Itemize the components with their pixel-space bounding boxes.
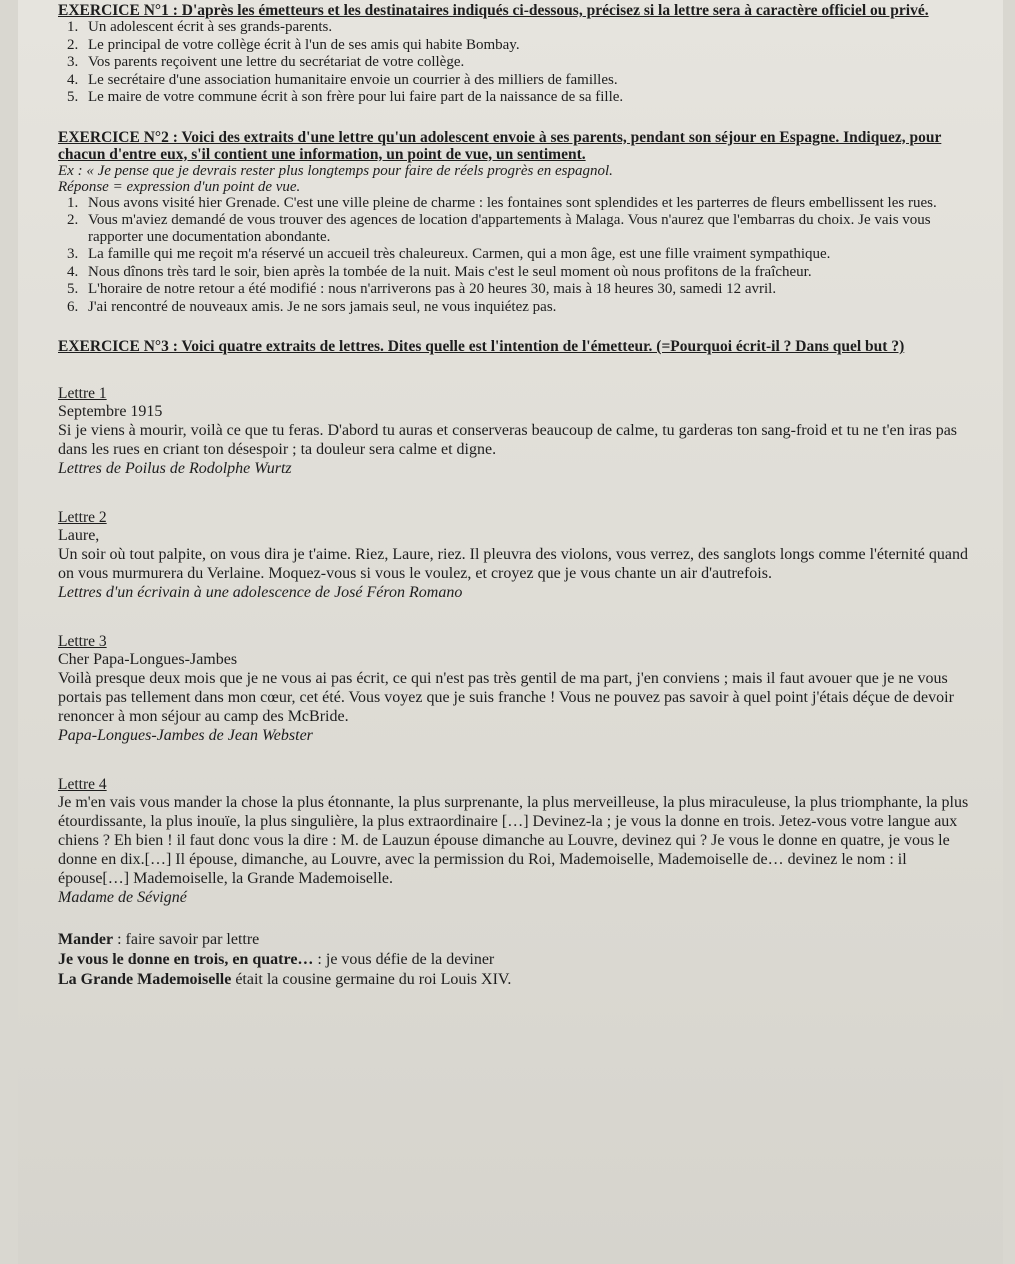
letter-body: Un soir où tout palpite, on vous dira je t'aime. Riez, Laure, riez. Il pleuvra des violons, vous verrez, des sanglots longs comme l'éternité quand on vous murmurera du Verlaine. Moquez-vous si vous le voulez, et croyez que je vous chante un air d'autrefois. [58,546,968,582]
letter-4 [58,776,973,908]
letter-title: Lettre 4 [58,776,107,793]
letter-signature: Lettres d'un écrivain à une adolescence de José Féron Romano [58,584,463,601]
letter-3 [58,633,973,746]
exercise-3-heading: EXERCICE N°3 : Voici quatre extraits de lettres. Dites quelle est l'intention de l'émetteur. (=Pourquoi écrit-il ? Dans quel but ?) [58,338,905,355]
list-item: 5. Le maire de votre commune écrit à son frère pour lui faire part de la naissance de sa fille. [82,89,973,106]
letter-title: Lettre 3 [58,633,107,650]
exercise-2-heading: EXERCICE N°2 : Voici des extraits d'une lettre qu'un adolescent envoie à ses parents, pendant son séjour en Espagne. Indiquez, pour chacun d'entre eux, s'il contient une information, un point de vue, un sentiment. [58,128,942,163]
exercise-2-list [58,195,973,316]
list-item: 5. L'horaire de notre retour a été modifié : nous n'arriverons pas à 20 heures 30, mais à 18 heures 30, samedi 12 avril. [82,281,973,298]
letter-title: Lettre 1 [58,385,107,402]
list-item: 3. La famille qui me reçoit m'a réservé un accueil très chaleureux. Carmen, qui a mon âge, est une fille vraiment sympathique. [82,246,973,263]
letter-greeting: Laure, [58,527,100,544]
glossary-definition: : faire savoir par lettre [113,931,260,948]
letter-body: Si je viens à mourir, voilà ce que tu feras. D'abord tu auras et conserveras beaucoup de calme, tu garderas ton sang-froid et tu ne t'en iras pas dans les rues en criant ton désespoir ; ta douleur sera calme et digne. [58,422,958,458]
letter-title: Lettre 2 [58,509,107,526]
glossary-term: Je vous le donne en trois, en quatre… [58,951,314,968]
list-item: 1. Un adolescent écrit à ses grands-parents. [82,19,973,36]
worksheet-page [18,0,1003,1264]
glossary-entry [58,930,973,950]
list-item: 2. Le principal de votre collège écrit à l'un de ses amis qui habite Bombay. [82,37,973,54]
letter-2 [58,509,973,603]
list-item: 3. Vos parents reçoivent une lettre du secrétariat de votre collège. [82,54,973,71]
letter-body: Je m'en vais vous mander la chose la plus étonnante, la plus surprenante, la plus merveilleuse, la plus miraculeuse, la plus triomphante, la plus étourdissante, la plus inouïe, la plus singulière, la plus extraordinaire […] Devinez-la ; je vous la donne en trois. Jetez-vous votre langue aux chiens ? Eh bien ! il faut donc vous la dire : M. de Lauzun épouse dimanche au Louvre, devinez qui ? Je vous le donne en quatre, je vous le donne en dix.[…] Il épouse, dimanche, au Louvre, avec la permission du Roi, Mademoiselle, Mademoiselle de… devinez le nom : il épouse[…] Mademoiselle, la Grande Mademoiselle. [58,794,969,887]
glossary-definition: : je vous défie de la deviner [313,951,495,968]
list-item: 4. Nous dînons très tard le soir, bien après la tombée de la nuit. Mais c'est le seul moment où nous profitons de la fraîcheur. [82,264,973,281]
letter-signature: Madame de Sévigné [58,889,187,906]
list-item: 2. Vous m'aviez demandé de vous trouver des agences de location d'appartements à Malaga. Vous n'aurez que l'embarras du choix. Je vais vous rapporter une documentation abondante. [82,212,973,245]
glossary-entry [58,970,973,990]
glossary [58,930,973,990]
letter-1 [58,385,973,479]
list-item: 6. J'ai rencontré de nouveaux amis. Je ne sors jamais seul, ne vous inquiétez pas. [82,299,973,316]
glossary-term: Mander [58,931,114,948]
exercise-1 [58,2,973,106]
letter-date: Septembre 1915 [58,403,163,420]
exercise-1-list [58,19,973,106]
glossary-term: La Grande Mademoiselle [58,971,232,988]
letter-body: Voilà presque deux mois que je ne vous ai pas écrit, ce qui n'est pas très gentil de ma part, j'en conviens ; mais il faut avouer que je ne vous portais pas tellement dans mon cœur, cet été. Vous voyez que je suis franche ! Vous ne pouvez pas savoir à quel point j'étais déçue de devoir renoncer à mon séjour au camp des McBride. [58,670,954,725]
exercise-1-heading: EXERCICE N°1 : D'après les émetteurs et les destinataires indiqués ci-dessous, précisez si la lettre sera à caractère officiel ou privé. [58,2,929,19]
letter-signature: Papa-Longues-Jambes de Jean Webster [58,727,313,744]
glossary-entry [58,950,973,970]
exercise-2 [58,129,973,316]
exercise-3 [58,338,973,355]
list-item: 1. Nous avons visité hier Grenade. C'est une ville pleine de charme : les fontaines sont splendides et les parterres de fleurs embellissent les rues. [82,195,973,212]
list-item: 4. Le secrétaire d'une association humanitaire envoie un courrier à des milliers de familles. [82,72,973,89]
letter-signature: Lettres de Poilus de Rodolphe Wurtz [58,460,292,477]
exercise-2-answer: Réponse = expression d'un point de vue. [58,178,301,195]
glossary-definition: était la cousine germaine du roi Louis XIV. [231,971,512,988]
letter-greeting: Cher Papa-Longues-Jambes [58,651,238,668]
exercise-2-example: Ex : « Je pense que je devrais rester plus longtemps pour faire de réels progrès en espagnol. [58,162,613,179]
